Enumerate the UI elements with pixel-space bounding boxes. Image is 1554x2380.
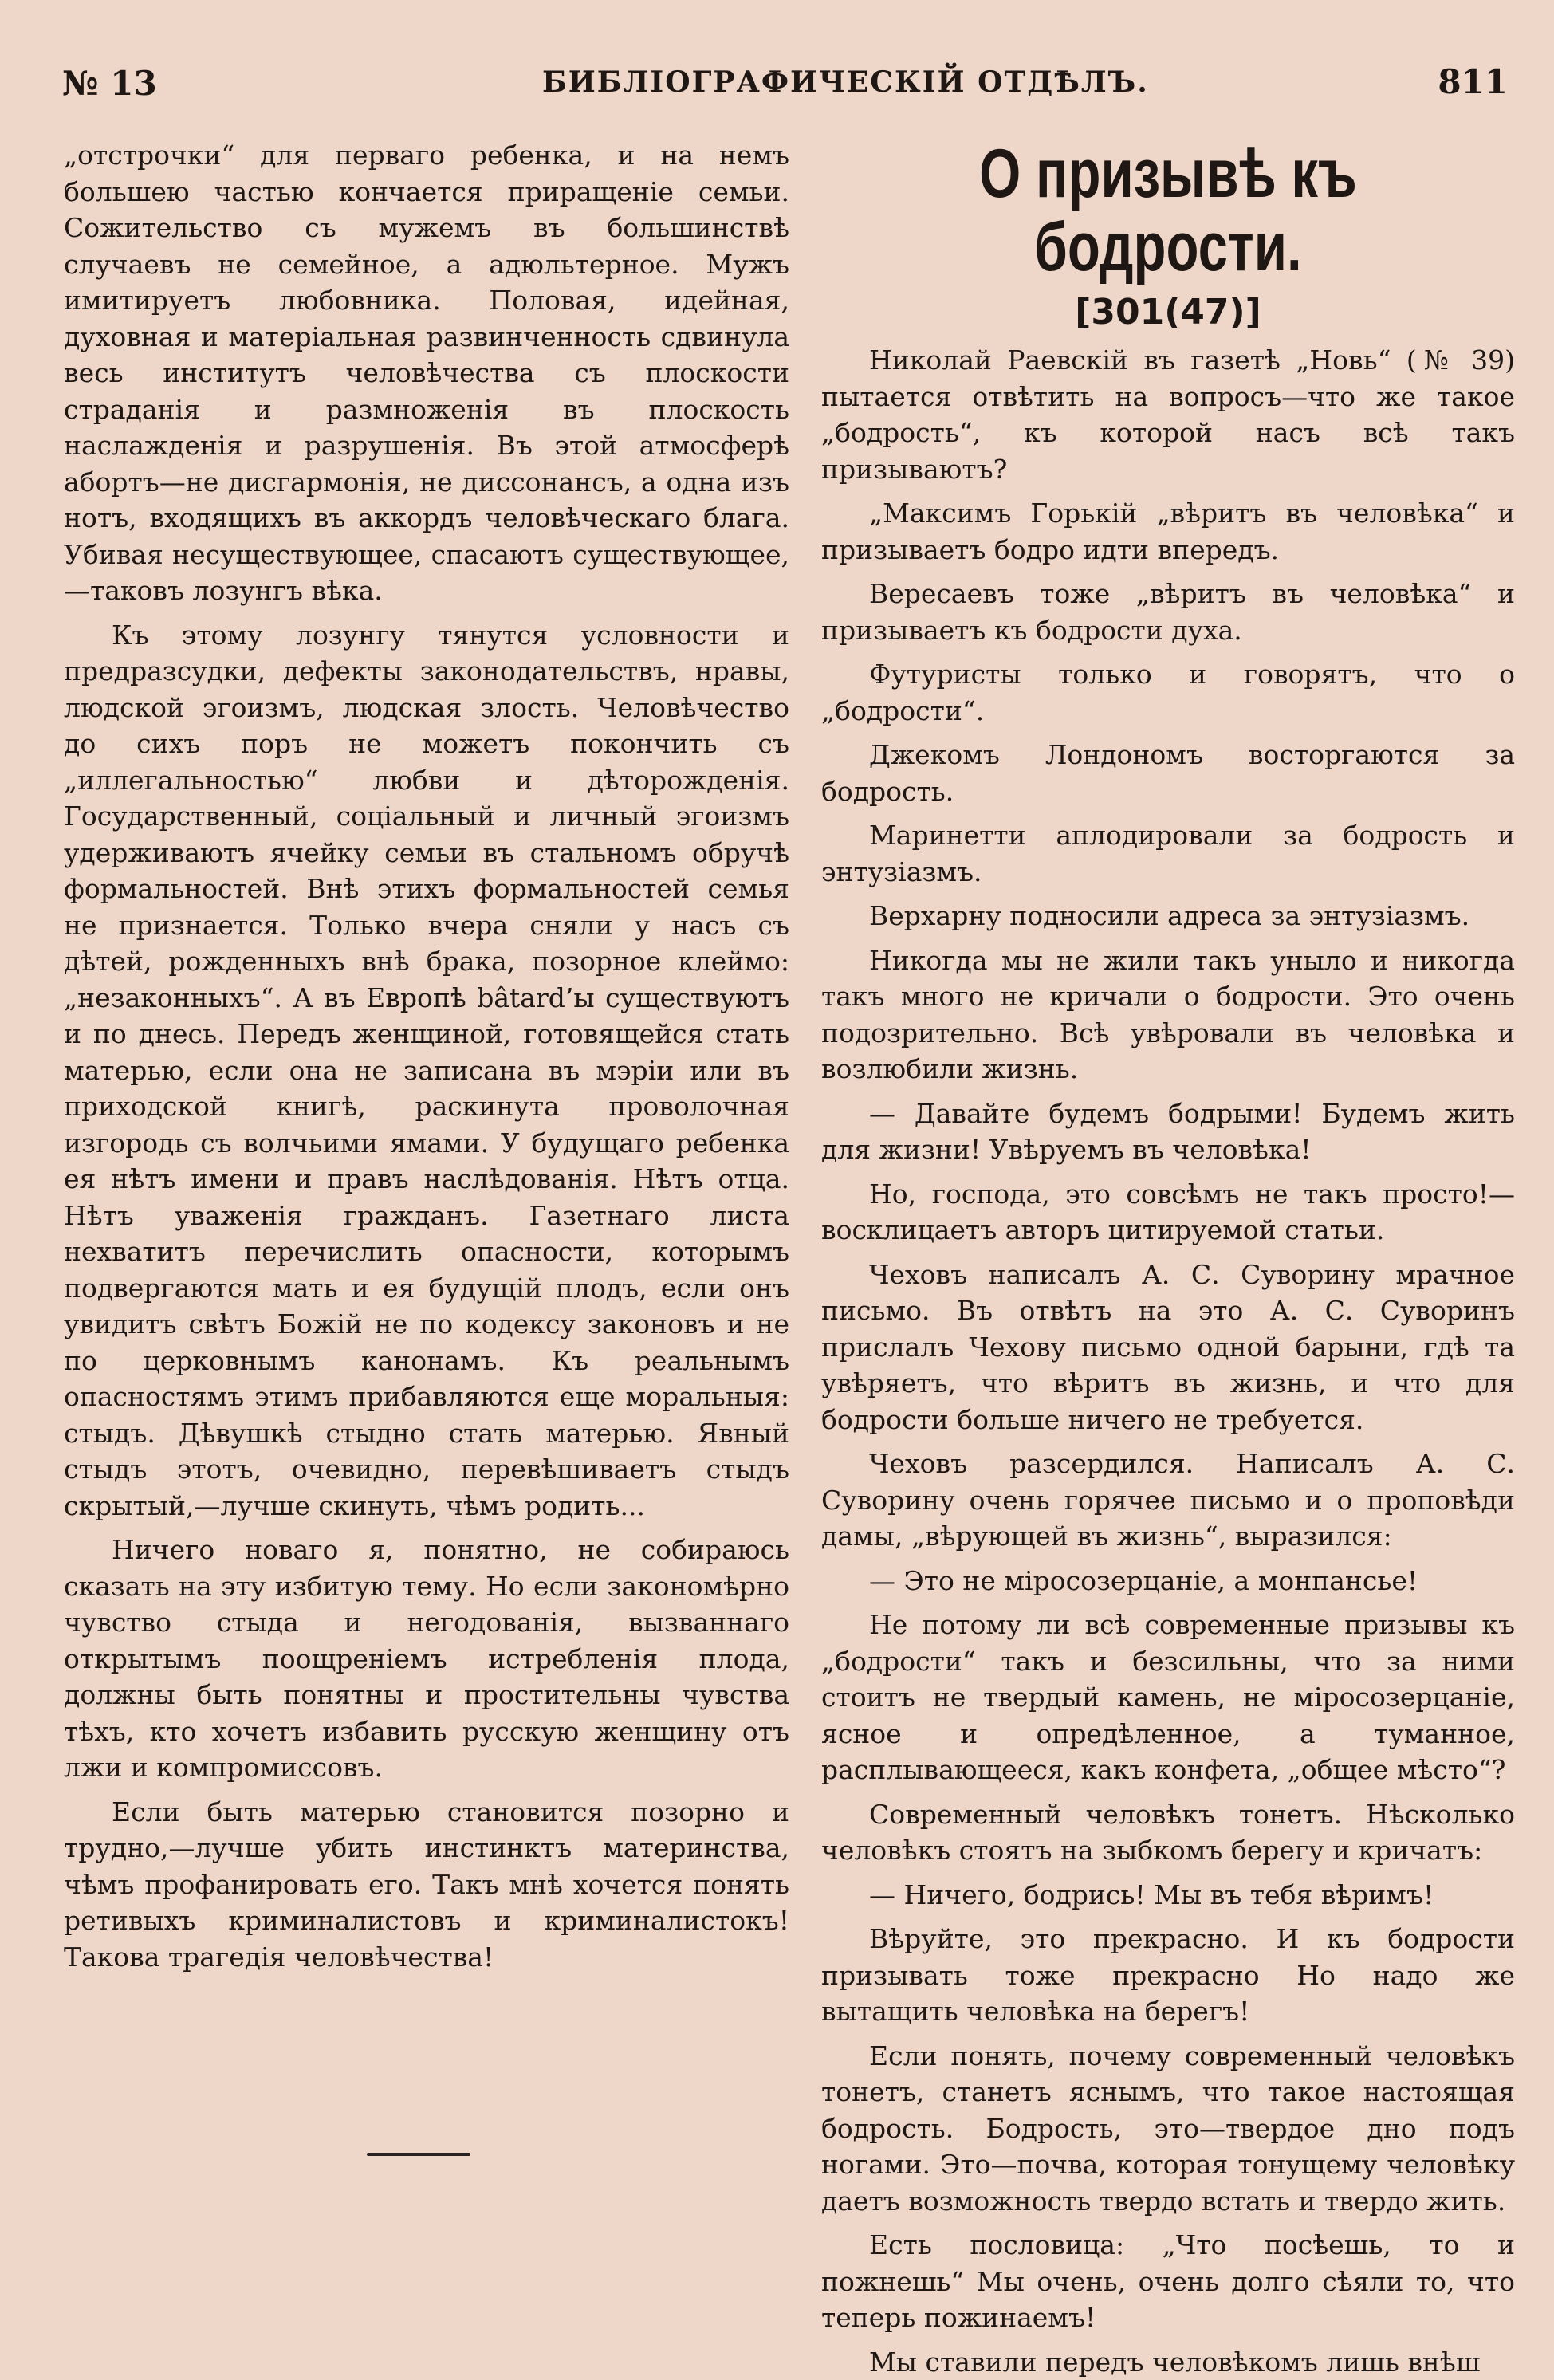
page-number: 811 (1438, 62, 1508, 101)
article-number: [301(47)] (821, 292, 1515, 332)
right-paragraph: Вѣруйте, это прекрасно. И къ бодрости призывать тоже прекрасно Но надо же вытащить человѣка на берегъ! (821, 1921, 1515, 2030)
right-paragraph: Николай Раевскій въ газетѣ „Новь“ (№ 39) пытается отвѣтить на вопросъ—что же такое „бодрость“, къ которой насъ всѣ такъ призываютъ? (821, 342, 1515, 487)
right-paragraph: Мы ставили передъ человѣкомъ лишь внѣш (821, 2344, 1515, 2380)
issue-number: № 13 (62, 64, 157, 103)
right-paragraph: Никогда мы не жили такъ уныло и никогда такъ много не кричали о бодрости. Это очень подозрительно. Всѣ увѣровали въ человѣка и возлюбили жизнь. (821, 942, 1515, 1088)
right-paragraph: — Давайте будемъ бодрыми! Будемъ жить для жизни! Увѣруемъ въ человѣка! (821, 1096, 1515, 1168)
left-paragraph: Если быть матерью становится позорно и трудно,—лучше убить инстинктъ материнства, чѣмъ профанировать его. Такъ мнѣ хочется понять ретивыхъ криминалистовъ и криминалистокъ! Такова трагедія человѣчества! (64, 1794, 789, 1976)
page-header (0, 56, 1554, 112)
left-paragraph: Къ этому лозунгу тянутся условности и предразсудки, дефекты законодательствъ, нравы, людской эгоизмъ, людская злость. Человѣчество до сихъ поръ не можетъ покончить съ „иллегальностью“ любви и дѣторожденія. Государственный, соціальный и личный эгоизмъ удерживаютъ ячейку семьи въ стальномъ обручѣ формальностей. Внѣ этихъ формальностей семья не признается. Только вчера сняли у насъ съ дѣтей, рожденныхъ внѣ брака, позорное клеймо: „незаконныхъ“. А въ Европѣ bâtard’ы существуютъ и по днесь. Передъ женщиной, готовящейся стать матерью, если она не записана въ мэріи или въ приходской книгѣ, раскинута проволочная изгородь съ волчьими ямами. У будущаго ребенка ея нѣтъ имени и правъ наслѣдованія. Нѣтъ отца. Нѣтъ уваженія гражданъ. Газетнаго листа нехватитъ перечислить опасности, которымъ подвергаются мать и ея будущій плодъ, если онъ увидитъ свѣтъ Божій не по кодексу законовъ и не по церковнымъ канонамъ. Къ реальнымъ опасностямъ этимъ прибавляются еще моральныя: стыдъ. Дѣвушкѣ стыдно стать матерью. Явный стыдъ этотъ, очевидно, перевѣшиваетъ стыдъ скрытый,—лучше скинуть, чѣмъ родить... (64, 617, 789, 1524)
left-paragraph: Ничего новаго я, понятно, не собираюсь сказать на эту избитую тему. Но если закономѣрно чувство стыда и негодованія, вызваннаго открытымъ поощреніемъ истребленія плода, должны быть понятны и простительны чувства тѣхъ, кто хочетъ избавить русскую женщину отъ лжи и компромиссовъ. (64, 1532, 789, 1786)
section-title: БИБЛІОГРАФИЧЕСКІЙ ОТДѢЛЪ. (542, 65, 1149, 99)
right-paragraph: Вересаевъ тоже „вѣритъ въ человѣка“ и призываетъ къ бодрости духа. (821, 576, 1515, 648)
article-separator-line (367, 2153, 470, 2156)
right-paragraph: Если понять, почему современный человѣкъ тонетъ, станетъ яснымъ, что такое настоящая бодрость. Бодрость, это—твердое дно подъ ногами. Это—почва, которая тонущему человѣку даетъ возможность твердо встать и твердо жить. (821, 2038, 1515, 2220)
right-paragraph: — Ничего, бодрись! Мы въ тебя вѣримъ! (821, 1877, 1515, 1914)
left-column (64, 137, 789, 1975)
right-column (821, 137, 1515, 2380)
left-paragraph: „отстрочки“ для перваго ребенка, и на немъ большею частью кончается приращеніе семьи. Сожительство съ мужемъ въ большинствѣ случаевъ не семейное, а адюльтерное. Мужъ имитируетъ любовника. Половая, идейная, духовная и матеріальная развинченность сдвинула весь институтъ человѣчества съ плоскости страданія и размноженія въ плоскость наслажденія и разрушенія. Въ этой атмосферѣ абортъ—не дисгармонія, не диссонансъ, а одна изъ нотъ, входящихъ въ аккордъ человѣческаго блага. Убивая несуществующее, спасаютъ существующее,—таковъ лозунгъ вѣка. (64, 137, 789, 609)
right-paragraph: Чеховъ написалъ А. С. Суворину мрачное письмо. Въ отвѣтъ на это А. С. Суворинъ прислалъ Чехову письмо одной барыни, гдѣ та увѣряетъ, что вѣритъ въ жизнь, и что для бодрости больше ничего не требуется. (821, 1257, 1515, 1438)
right-paragraph: Маринетти аплодировали за бодрость и энтузіазмъ. (821, 817, 1515, 890)
right-paragraph: Футуристы только и говорятъ, что о „бодрости“. (821, 656, 1515, 729)
right-paragraph: „Максимъ Горькій „вѣритъ въ человѣка“ и призываетъ бодро идти впередъ. (821, 495, 1515, 568)
right-paragraph: Джекомъ Лондономъ восторгаются за бодрость. (821, 737, 1515, 809)
article-title: О призывѣ къ бодрости. (898, 137, 1439, 284)
right-paragraph: Верхарну подносили адреса за энтузіазмъ. (821, 898, 1515, 934)
right-paragraph: Но, господа, это совсѣмъ не такъ просто!—восклицаетъ авторъ цитируемой статьи. (821, 1176, 1515, 1249)
right-paragraph: Чеховъ разсердился. Написалъ А. С. Суворину очень горячее письмо и о проповѣди дамы, „вѣрующей въ жизнь“, выразился: (821, 1446, 1515, 1555)
right-paragraph: Есть пословица: „Что посѣешь, то и пожнешь“ Мы очень, очень долго сѣяли то, что теперь пожинаемъ! (821, 2227, 1515, 2336)
right-paragraph: — Это не міросозерцаніе, а монпансье! (821, 1563, 1515, 1599)
right-paragraph: Современный человѣкъ тонетъ. Нѣсколько человѣкъ стоятъ на зыбкомъ берегу и кричатъ: (821, 1796, 1515, 1869)
right-paragraph: Не потому ли всѣ современные призывы къ „бодрости“ такъ и безсильны, что за ними стоитъ не твердый камень, не міросозерцаніе, ясное и опредѣленное, а туманное, расплывающееся, какъ конфета, „общее мѣсто“? (821, 1607, 1515, 1788)
